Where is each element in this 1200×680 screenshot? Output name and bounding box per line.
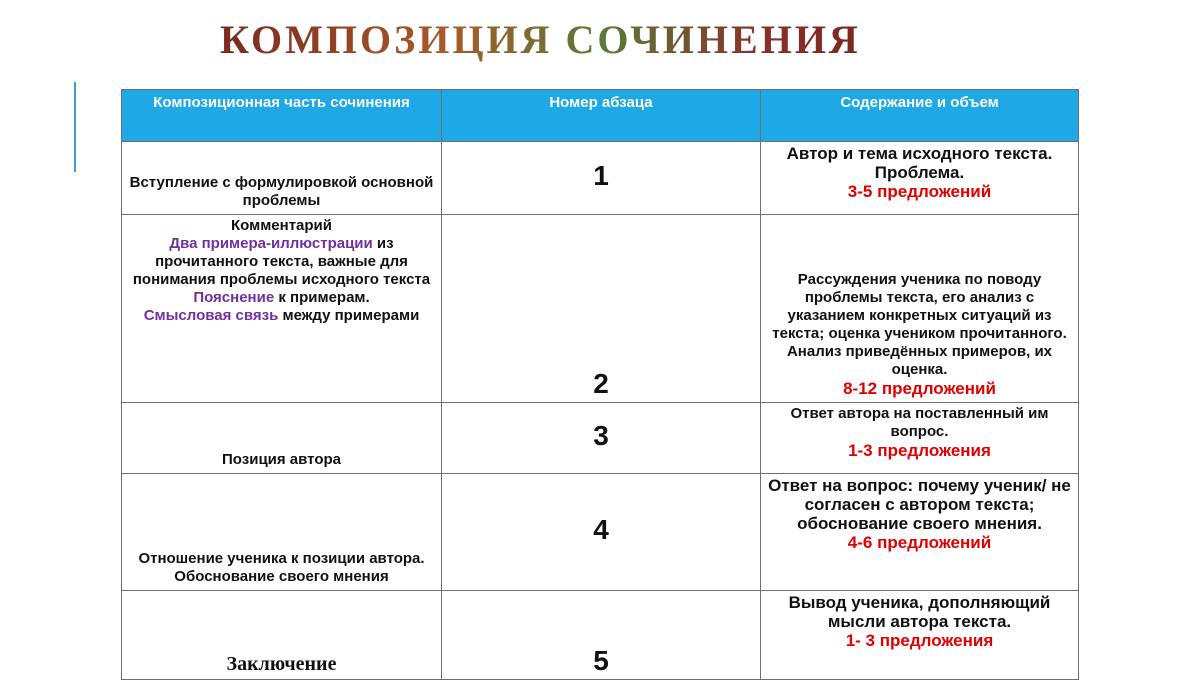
part-text: Заключение (226, 653, 337, 675)
accent-line (74, 82, 76, 172)
part-text (126, 289, 437, 307)
part-text: Обоснование своего мнения (174, 568, 389, 585)
part-cell (122, 142, 442, 215)
page-title: КОМПОЗИЦИЯ СОЧИНЕНИЯ (220, 17, 861, 62)
part-text: Вступление с формулировкой основной проблемы (129, 174, 434, 209)
header-part: Композиционная часть сочинения (122, 90, 442, 142)
header-number: Номер абзаца (442, 90, 761, 142)
content-text: Автор и тема исходного текста. Проблема. (786, 144, 1053, 182)
table-row (122, 591, 1079, 680)
part-highlight: Пояснение (193, 289, 275, 306)
content-text: Ответ автора на поставленный им вопрос. (790, 405, 1049, 440)
part-highlight: Два примера-иллюстрации (169, 235, 373, 252)
number-cell (442, 474, 761, 591)
volume-text: 8-12 предложений (843, 379, 996, 398)
paragraph-number: 1 (593, 159, 609, 191)
part-title: Комментарий (230, 217, 332, 234)
table-row (122, 142, 1079, 215)
part-highlight: Смысловая связь (143, 307, 279, 324)
composition-table (121, 89, 1079, 680)
part-text: Отношение ученика к позиции автора. (138, 550, 425, 567)
part-text-fragment: к примерам. (274, 289, 370, 306)
part-cell (122, 403, 442, 474)
table-row (122, 403, 1079, 474)
part-text (126, 307, 437, 325)
content-cell (761, 591, 1079, 680)
volume-text: 1- 3 предложения (845, 631, 994, 650)
volume-text: 3-5 предложений (847, 182, 992, 201)
table-row (122, 474, 1079, 591)
content-cell (761, 403, 1079, 474)
paragraph-number: 4 (593, 513, 609, 545)
part-cell (122, 474, 442, 591)
number-cell (442, 142, 761, 215)
volume-text: 4-6 предложений (847, 533, 992, 552)
table-row (122, 215, 1079, 403)
table-header-row (122, 90, 1079, 142)
content-cell (761, 215, 1079, 403)
part-text: Позиция автора (222, 451, 341, 468)
volume-text: 1-3 предложения (848, 441, 991, 460)
number-cell (442, 215, 761, 403)
paragraph-number: 5 (593, 645, 609, 676)
part-cell (122, 215, 442, 403)
header-content: Содержание и объем (761, 90, 1079, 142)
content-text: Вывод ученика, дополняющий мысли автора текста. (788, 593, 1051, 631)
paragraph-number: 3 (593, 419, 609, 451)
content-cell (761, 142, 1079, 215)
part-text-fragment: из прочитанного текста, важные для понимания проблемы исходного текста (132, 235, 431, 288)
content-text: Рассуждения ученика по поводу проблемы текста, его анализ с указанием конкретных ситуаций из текста; оценка учеником прочитанного. Анализ приведённых примеров, их оценка. (772, 271, 1067, 378)
part-cell (122, 591, 442, 680)
paragraph-number: 2 (593, 368, 609, 399)
content-text: Ответ на вопрос: почему ученик/ не согласен с автором текста; обоснование своего мнения. (768, 476, 1071, 533)
number-cell (442, 591, 761, 680)
content-cell (761, 474, 1079, 591)
part-text-fragment: между примерами (278, 307, 420, 324)
number-cell (442, 403, 761, 474)
part-text (126, 235, 437, 289)
